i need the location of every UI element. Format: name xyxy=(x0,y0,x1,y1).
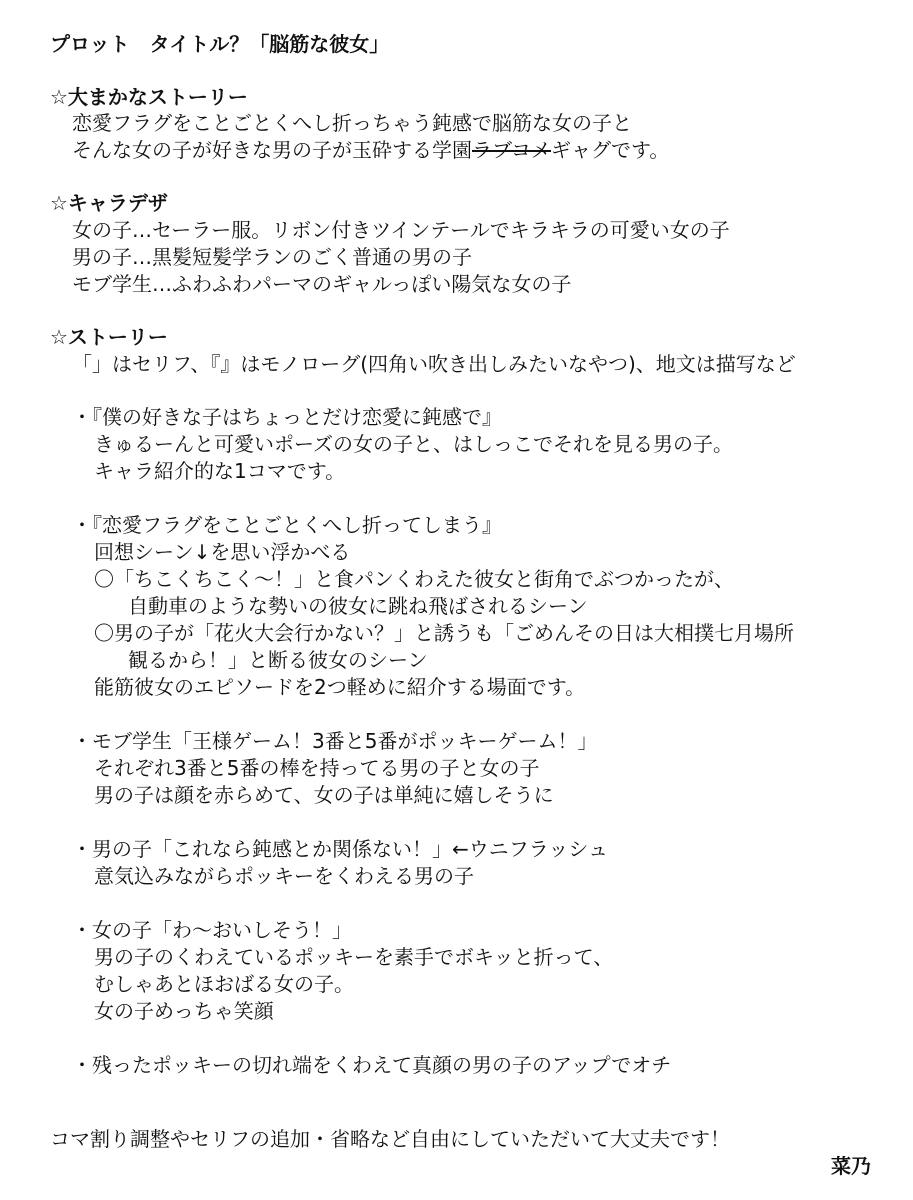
panel-description: 回想シーン↓を思い浮かべる xyxy=(94,540,351,564)
panel-bullet: ・『僕の好きな子はちょっとだけ恋愛に鈍感で』 xyxy=(72,405,502,429)
panel-description: きゅるーんと可愛いポーズの女の子と、はしっこでそれを見る男の子。 xyxy=(94,432,733,456)
section-heading-character-design: ☆キャラデザ xyxy=(50,191,168,215)
panel-description: むしゃあとほおばる女の子。 xyxy=(94,972,354,996)
section-heading-story: ☆ストーリー xyxy=(50,325,168,349)
story-outline-text: ギャグです。 xyxy=(551,138,670,162)
panel-bullet: ・残ったポッキーの切れ端をくわえて真顔の男の子のアップでオチ xyxy=(72,1053,672,1077)
panel-description: 意気込みながらポッキーをくわえる男の子 xyxy=(94,864,474,888)
story-outline-line xyxy=(72,137,669,163)
panel-description: 〇男の子が「花火大会行かない？」と誘うも「ごめんその日は大相撲七月場所 xyxy=(94,621,794,645)
panel-description: 女の子めっちゃ笑顔 xyxy=(94,999,274,1023)
author-signature: 菜乃 xyxy=(831,1154,871,1178)
panel-description: 男の子は顔を赤らめて、女の子は単純に嬉しそうに xyxy=(94,783,554,807)
panel-bullet: ・男の子「これなら鈍感とか関係ない！」←ウニフラッシュ xyxy=(72,837,608,861)
section-heading-story-outline: ☆大まかなストーリー xyxy=(50,85,248,109)
character-line: 男の子…黒髪短髪学ランのごく普通の男の子 xyxy=(72,245,472,269)
panel-bullet: ・『恋愛フラグをことごとくへし折ってしまう』 xyxy=(72,513,502,537)
struck-through-text: ラブコメ xyxy=(472,138,551,162)
panel-bullet: ・モブ学生「王様ゲーム！3番と5番がポッキーゲーム！」 xyxy=(72,729,598,753)
panel-description: 〇「ちこくちこく～！」と食パンくわえた彼女と街角でぶつかったが、 xyxy=(94,567,734,591)
panel-description: 観るから！」と断る彼女のシーン xyxy=(128,648,428,672)
notation-note: 「」はセリフ、『』はモノローグ(四角い吹き出しみたいなやつ)、地文は描写など xyxy=(72,352,796,376)
panel-description: 自動車のような勢いの彼女に跳ね飛ばされるシーン xyxy=(128,594,588,618)
panel-description: 能筋彼女のエピソードを2つ軽めに紹介する場面です。 xyxy=(94,675,586,699)
panel-description: それぞれ3番と5番の棒を持ってる男の子と女の子 xyxy=(94,756,540,780)
footer-note: コマ割り調整やセリフの追加・省略など自由にしていただいて大丈夫です！ xyxy=(50,1127,730,1151)
panel-bullet: ・女の子「わ～おいしそう！」 xyxy=(72,918,352,942)
panel-description: キャラ紹介的な1コマです。 xyxy=(94,459,346,483)
story-outline-line: 恋愛フラグをことごとくへし折っちゃう鈍感で脳筋な女の子と xyxy=(72,111,632,135)
story-outline-text: そんな女の子が好きな男の子が玉砕する学園 xyxy=(72,138,472,162)
character-line: モブ学生…ふわふわパーマのギャルっぽい陽気な女の子 xyxy=(72,272,572,296)
panel-description: 男の子のくわえているポッキーを素手でボキッと折って、 xyxy=(94,945,614,969)
document-title: プロット タイトル？「脳筋な彼女」 xyxy=(50,32,390,56)
character-line: 女の子…セーラー服。リボン付きツインテールでキラキラの可愛い女の子 xyxy=(72,218,730,242)
